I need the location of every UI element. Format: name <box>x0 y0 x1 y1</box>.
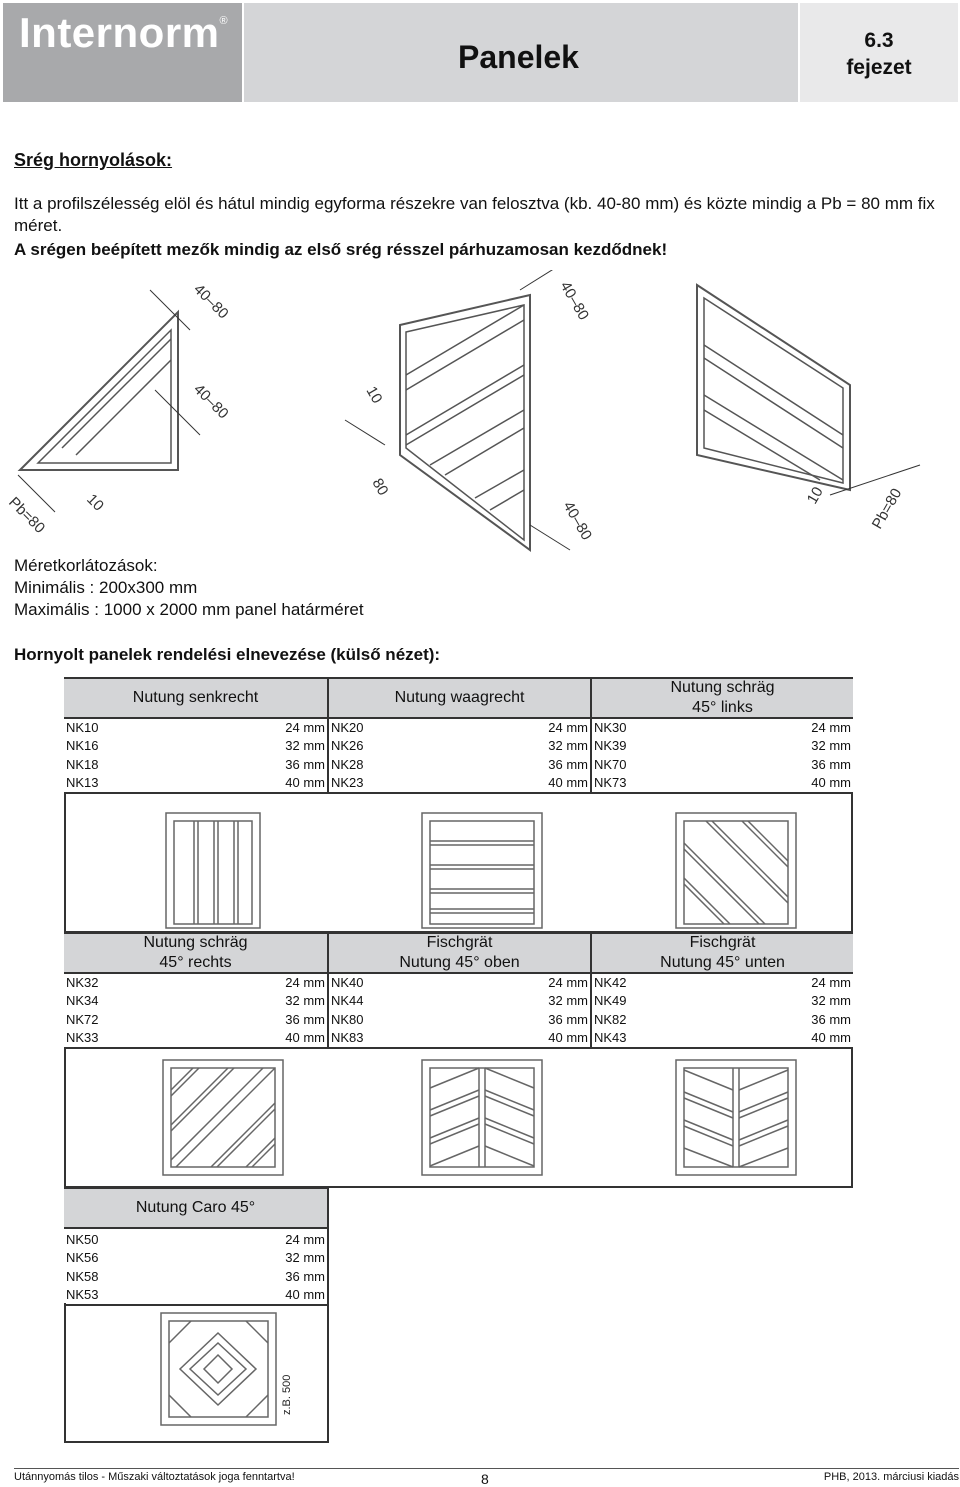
header-cell <box>64 679 327 719</box>
depth: 32 mm <box>285 738 325 754</box>
table-row <box>64 719 853 737</box>
code: NK10 <box>66 720 99 735</box>
depth: 32 mm <box>548 738 588 754</box>
code: NK40 <box>331 975 364 990</box>
table-row <box>64 974 853 992</box>
depth: 24 mm <box>285 975 325 990</box>
diagonal-groove-diagrams <box>0 270 960 570</box>
panel-drawings-2 <box>64 1048 853 1188</box>
code: NK42 <box>594 975 627 990</box>
depth: 24 mm <box>285 1232 325 1247</box>
order-naming-heading: Hornyolt panelek rendelési elnevezése (külső nézet): <box>14 645 441 664</box>
depth: 40 mm <box>285 1029 325 1045</box>
panel-drawings-3 <box>64 1303 329 1443</box>
dim-label: 10 <box>83 490 107 515</box>
intro-paragraph: Itt a profilszélesség elöl és hátul mindig egyforma részekre van felosztva (kb. 40-80 mm) és közte mindig a Pb = 80 mm fix méret. <box>14 194 935 235</box>
code: NK43 <box>594 1029 627 1045</box>
depth: 24 mm <box>548 975 588 990</box>
depth: 36 mm <box>548 756 588 772</box>
header-cell <box>590 934 853 974</box>
depth: 40 mm <box>811 774 851 790</box>
depth: 36 mm <box>811 756 851 772</box>
dim-label: Pb=80 <box>5 493 49 537</box>
dim-label: 10 <box>803 484 827 507</box>
herringbone-up-panel <box>422 1060 542 1175</box>
dim-label: 40–80 <box>190 380 232 423</box>
code: NK16 <box>66 738 99 754</box>
depth: 36 mm <box>285 756 325 772</box>
table-row <box>64 1029 853 1047</box>
depth: 32 mm <box>285 993 325 1009</box>
header-line: 45° links <box>692 699 753 716</box>
rule-paragraph: A srégen beépített mezők mindig az első srég résszel párhuzamosan kezdődnek! <box>14 240 668 259</box>
chapter-box <box>800 3 958 102</box>
chapter-number: 6.3 <box>864 29 894 52</box>
diagonal-left-groove-panel <box>676 813 796 928</box>
code: NK20 <box>331 720 364 735</box>
depth: 40 mm <box>548 1029 588 1045</box>
table-row <box>64 992 853 1010</box>
header-line: Nutung 45° oben <box>399 954 520 971</box>
code: NK26 <box>331 738 364 754</box>
footer-left: Utánnyomás tilos - Műszaki változtatások joga fenntartva! <box>14 1471 295 1483</box>
table-header-row <box>64 1189 327 1229</box>
code: NK28 <box>331 756 364 772</box>
groove-table-1 <box>64 677 853 794</box>
table-row <box>64 1249 327 1267</box>
header-line: 45° rechts <box>159 954 232 971</box>
table-row <box>64 1011 853 1029</box>
groove-table-2 <box>64 932 853 1049</box>
code: NK73 <box>594 774 627 790</box>
table-row <box>64 756 853 774</box>
page-number: 8 <box>481 1471 489 1487</box>
code: NK50 <box>66 1232 99 1247</box>
header-line: Nutung senkrecht <box>132 689 259 706</box>
page-footer <box>14 1468 959 1487</box>
header-line: Fischgrät <box>426 934 493 951</box>
herringbone-down-panel <box>676 1060 796 1175</box>
page-title: Panelek <box>458 39 579 75</box>
header-cell <box>327 679 590 719</box>
dim-label: 40–80 <box>556 278 593 324</box>
limits-max: Maximális : 1000 x 2000 mm panel határméret <box>14 600 364 619</box>
code: NK58 <box>66 1268 99 1284</box>
footer-right: PHB, 2013. márciusi kiadás <box>823 1471 959 1483</box>
header-cell <box>327 934 590 974</box>
code: NK13 <box>66 774 99 790</box>
code: NK82 <box>594 1011 627 1027</box>
code: NK70 <box>594 756 627 772</box>
depth: 40 mm <box>285 774 325 790</box>
header-cell <box>64 934 327 974</box>
section-heading: Srég hornyolások: <box>14 150 173 170</box>
registered-mark: ® <box>219 15 229 27</box>
depth: 36 mm <box>548 1011 588 1027</box>
depth: 40 mm <box>548 774 588 790</box>
code: NK53 <box>66 1286 99 1302</box>
panel-drawings-1 <box>64 793 853 933</box>
vertical-groove-panel <box>166 813 260 928</box>
depth: 24 mm <box>285 720 325 735</box>
size-example-note: z.B. 500 <box>281 1374 293 1415</box>
code: NK80 <box>331 1011 364 1027</box>
dim-label: Pb=80 <box>868 485 906 532</box>
table-header-row <box>64 679 853 719</box>
dim-label: 80 <box>368 475 392 499</box>
depth: 40 mm <box>285 1286 325 1302</box>
parallelogram-diagram <box>697 285 920 495</box>
diagonal-right-groove-panel <box>163 1060 283 1175</box>
depth: 36 mm <box>811 1011 851 1027</box>
depth: 24 mm <box>811 975 851 990</box>
table-row <box>64 737 853 755</box>
code: NK72 <box>66 1011 99 1027</box>
brand-name: Internorm <box>19 9 220 56</box>
header-line: Nutung waagrecht <box>394 689 525 706</box>
code: NK32 <box>66 975 99 990</box>
table-row <box>64 1268 327 1286</box>
trapezoid-diagram <box>345 270 570 550</box>
depth: 32 mm <box>811 993 851 1009</box>
header-line: Fischgrät <box>689 934 756 951</box>
depth: 32 mm <box>548 993 588 1009</box>
code: NK56 <box>66 1250 99 1266</box>
code: NK34 <box>66 993 99 1009</box>
depth: 36 mm <box>285 1268 325 1284</box>
code: NK23 <box>331 774 364 790</box>
code: NK44 <box>331 993 364 1009</box>
code: NK30 <box>594 720 627 735</box>
depth: 36 mm <box>285 1011 325 1027</box>
depth: 32 mm <box>811 738 851 754</box>
header-cell <box>590 679 853 719</box>
horizontal-groove-panel <box>422 813 542 928</box>
header-line: Nutung schräg <box>143 934 248 951</box>
header-line: Nutung 45° unten <box>660 954 785 971</box>
dim-label: 40–80 <box>190 280 232 323</box>
table-row <box>64 1231 327 1249</box>
table-row <box>64 1286 327 1304</box>
size-limits <box>14 555 364 621</box>
code: NK33 <box>66 1029 99 1045</box>
header-cell <box>64 1189 327 1229</box>
limits-heading: Méretkorlátozások: <box>14 556 158 575</box>
dim-label: 40–80 <box>559 498 596 544</box>
groove-table-3 <box>64 1187 329 1306</box>
table-header-row <box>64 934 853 974</box>
brand-logo <box>3 3 242 102</box>
header-line: Nutung schräg <box>670 679 775 696</box>
limits-min: Minimális : 200x300 mm <box>14 578 198 597</box>
depth: 24 mm <box>548 720 588 735</box>
header-line: Nutung Caro 45° <box>135 1199 256 1216</box>
triangle-diagram <box>18 290 200 512</box>
code: NK39 <box>594 738 627 754</box>
page-title-box <box>244 3 798 102</box>
chapter-word: fejezet <box>846 56 912 79</box>
code: NK49 <box>594 993 627 1009</box>
table-row <box>64 774 853 792</box>
depth: 32 mm <box>285 1250 325 1266</box>
depth: 40 mm <box>811 1029 851 1045</box>
code: NK18 <box>66 756 99 772</box>
caro-groove-panel <box>161 1313 276 1425</box>
code: NK83 <box>331 1029 364 1045</box>
dim-label: 10 <box>362 383 386 407</box>
depth: 24 mm <box>811 720 851 735</box>
